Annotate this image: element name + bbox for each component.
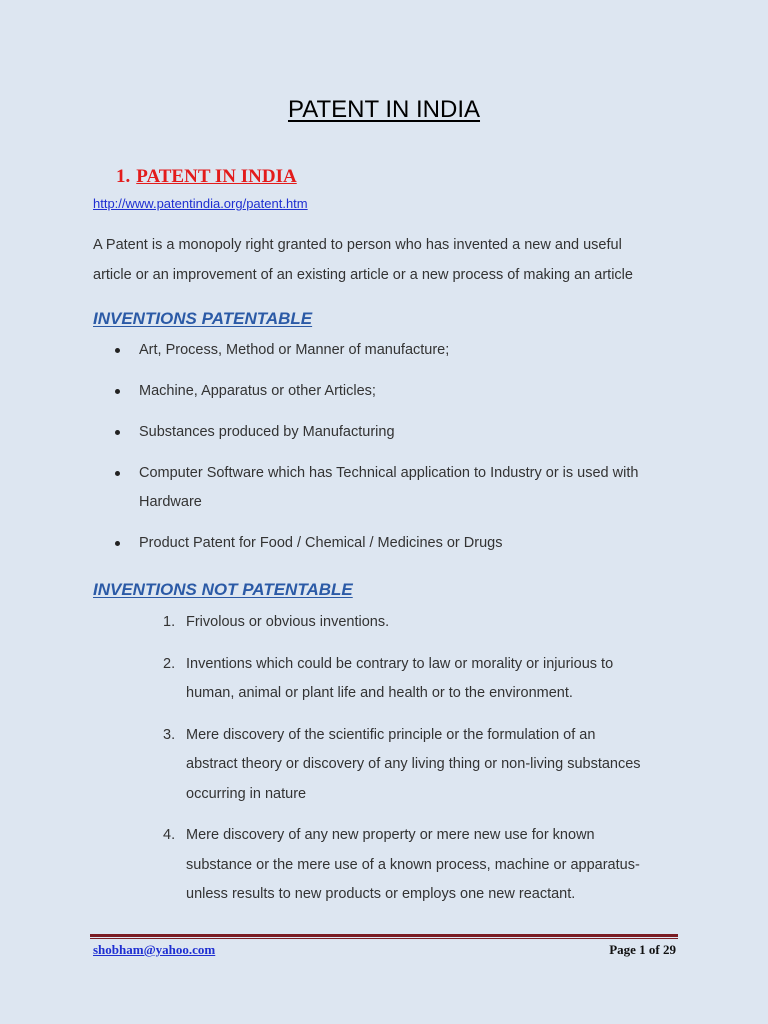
list-item: 3. Mere discovery of the scientific principle or the formulation of an abstract theory or discovery of any living thing or non-living substances occurring in nature [160, 721, 680, 810]
list-item: Machine, Apparatus or other Articles; [114, 377, 684, 406]
section-heading [116, 166, 297, 188]
not-patentable-list [160, 608, 680, 922]
list-item: Art, Process, Method or Manner of manufacture; [114, 336, 684, 365]
list-item: Computer Software which has Technical application to Industry or is used with Hardware [114, 459, 684, 517]
patentable-heading: INVENTIONS PATENTABLE [93, 309, 313, 328]
item-number: 3. [163, 726, 176, 743]
section-heading-text: PATENT IN INDIA [136, 166, 297, 187]
footer-divider-thin [90, 938, 678, 939]
item-number: 2. [163, 655, 176, 672]
bullet-icon [115, 389, 120, 394]
patentable-list [114, 336, 684, 570]
footer-divider [90, 934, 678, 937]
item-number: 1. [163, 614, 176, 630]
footer-email-link[interactable]: shobham@yahoo.com [93, 942, 216, 957]
list-item: 4. Mere discovery of any new property or mere new use for known substance or the mere use of a known process, machine or apparatus- unless results to new products or employs one new reactant. [160, 821, 680, 910]
not-patentable-heading: INVENTIONS NOT PATENTABLE [93, 580, 353, 599]
list-item: 1. Frivolous or obvious inventions. [160, 608, 680, 638]
list-item: 2. Inventions which could be contrary to law or morality or injurious to human, animal or plant life and health or to the environment. [160, 650, 680, 709]
bullet-icon [115, 348, 120, 353]
bullet-icon [115, 430, 120, 435]
bullet-icon [115, 541, 120, 546]
document-title: PATENT IN INDIA [287, 96, 481, 123]
list-item: Product Patent for Food / Chemical / Medicines or Drugs [114, 529, 684, 558]
list-item: Substances produced by Manufacturing [114, 418, 684, 447]
intro-line: article or an improvement of an existing article or a new process of making an article [93, 267, 633, 283]
item-number: 4. [163, 827, 176, 843]
intro-line: A Patent is a monopoly right granted to person who has invented a new and useful [93, 237, 622, 253]
bullet-icon [115, 471, 120, 476]
intro-paragraph [93, 230, 683, 290]
section-number: 1. [116, 166, 131, 187]
page-number: Page 1 of 29 [609, 942, 676, 957]
source-url-link[interactable]: http://www.patentindia.org/patent.htm [93, 196, 308, 211]
